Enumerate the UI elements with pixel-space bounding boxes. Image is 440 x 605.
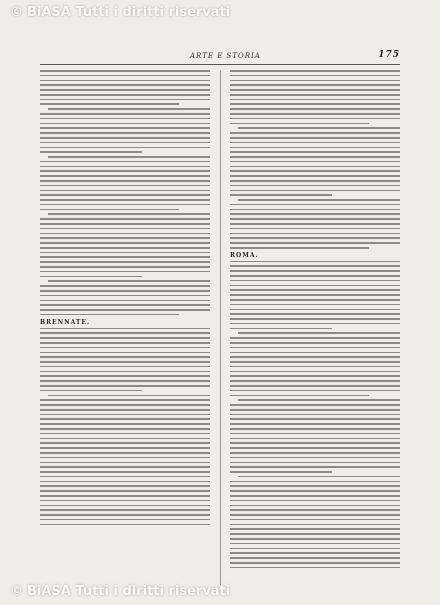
watermark-text: BiASA Tutti i diritti riservati: [27, 5, 231, 20]
subhead-roma: ROMA.: [230, 251, 259, 259]
text-column-left: [40, 70, 210, 585]
text-column-right: [230, 70, 400, 585]
section-title: ARTE E STORIA: [190, 52, 261, 60]
watermark-bottom: [0, 579, 440, 605]
watermark-text: BiASA Tutti i diritti riservati: [27, 584, 231, 599]
subhead-brennate: BRENNATE.: [40, 318, 91, 326]
column-divider: [220, 70, 221, 585]
header-rule: [40, 64, 400, 65]
copyright-icon: ©: [10, 5, 23, 20]
page-number: 175: [378, 50, 400, 60]
watermark-top: [0, 0, 440, 26]
copyright-icon: ©: [10, 584, 23, 599]
running-head: [40, 50, 400, 64]
